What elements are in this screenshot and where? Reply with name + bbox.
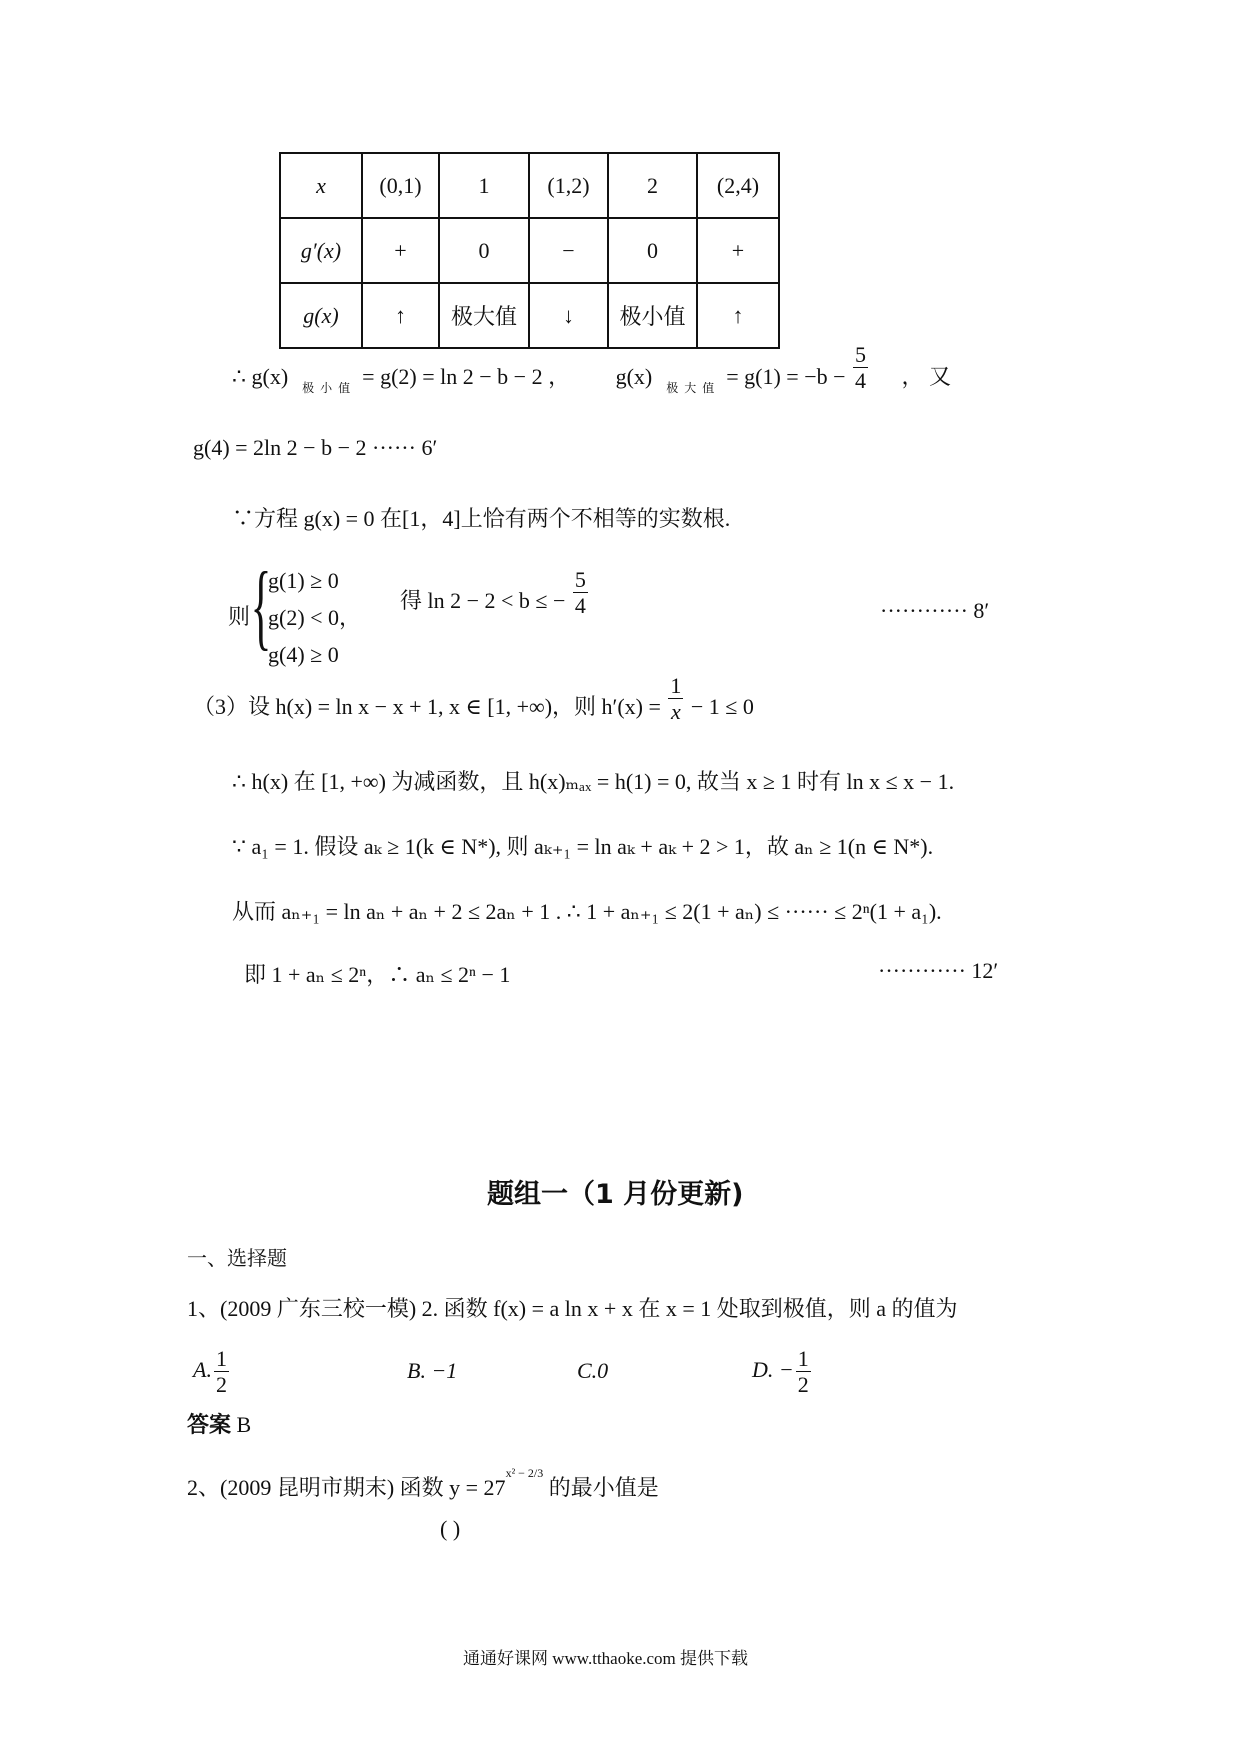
question-1-options <box>193 1346 231 1398</box>
fraction-denominator: 2 <box>797 1372 809 1398</box>
condition-item: g(2) < 0， <box>268 605 362 630</box>
subscript-label: 极大值 <box>666 381 721 395</box>
table-row <box>280 283 779 348</box>
question-1-text: 1、(2009 广东三校一模) 2. 函数 f(x) = a ln x + x 在 x = 1 处取到极值，则 a 的值为 <box>187 1296 958 1321</box>
condition-item: g(1) ≥ 0 <box>268 568 339 593</box>
subscript-label: 极小值 <box>302 381 357 395</box>
table-cell: (2,4) <box>697 153 779 218</box>
score-mark-12: ············ 12′ <box>878 958 999 983</box>
eq-text: （3）设 h(x) = ln x − x + 1, x ∈ [1, +∞)，则 h′(x) = <box>193 694 661 719</box>
statement-line-3: ∵方程 g(x) = 0 在[1，4]上恰有两个不相等的实数根. <box>232 506 731 531</box>
table-cell: (1,2) <box>529 153 608 218</box>
fraction-numerator: 1 <box>215 1346 227 1371</box>
fraction-numerator: 1 <box>797 1346 809 1371</box>
section-subtitle: 一、选择题 <box>187 1248 287 1270</box>
eq-text: − 1 ≤ 0 <box>690 694 754 719</box>
question-2-text <box>187 1466 659 1502</box>
table-cell: (0,1) <box>362 153 439 218</box>
eq-text: ， 又 <box>901 364 952 389</box>
fraction <box>796 1346 811 1398</box>
table-cell: ↑ <box>362 283 439 348</box>
eq-text: 2、(2009 昆明市期末) 函数 y = 27 <box>187 1475 506 1500</box>
equation-line-8: 从而 aₙ₊₁ = ln aₙ + aₙ + 2 ≤ 2aₙ + 1 . ∴ 1 + aₙ₊₁ ≤ 2(1 + aₙ) ≤ ······ ≤ 2ⁿ(1 + a₁). <box>232 899 942 924</box>
table-cell: 极小值 <box>608 283 697 348</box>
section-title: 题组一（1 月份更新) <box>487 1179 744 1210</box>
fraction-denominator: x <box>671 699 681 725</box>
eq-text: 得 ln 2 − 2 < b ≤ − <box>400 588 566 613</box>
table-cell: g′(x) <box>280 218 362 283</box>
eq-text: = g(2) = ln 2 − b − 2 ， <box>362 364 571 389</box>
eq-text: 则 <box>228 604 251 629</box>
table-cell: x <box>280 153 362 218</box>
table-cell: 0 <box>608 218 697 283</box>
option-d-label: D. − <box>752 1356 794 1382</box>
table-row <box>280 218 779 283</box>
answer-label: 答案 <box>187 1413 232 1438</box>
variation-table <box>279 152 780 349</box>
fraction-numerator: 1 <box>670 673 682 699</box>
equation-line-1 <box>232 342 952 396</box>
fraction-numerator: 5 <box>574 567 586 593</box>
table-cell: g(x) <box>280 283 362 348</box>
option-c: C.0 <box>577 1358 609 1383</box>
fraction-denominator: 4 <box>855 368 867 394</box>
option-a-label: A. <box>193 1356 212 1382</box>
option-b: B. −1 <box>407 1358 458 1383</box>
fraction-numerator: 5 <box>855 342 867 368</box>
answer-line <box>187 1408 251 1439</box>
table-cell: + <box>697 218 779 283</box>
brace-symbol: { <box>250 552 272 659</box>
table-cell: 1 <box>439 153 529 218</box>
equation-line-9: 即 1 + aₙ ≤ 2ⁿ，∴ aₙ ≤ 2ⁿ − 1 <box>244 962 511 987</box>
fraction-denominator: 2 <box>215 1372 227 1398</box>
fraction <box>668 673 683 725</box>
eq-text: 的最小值是 <box>548 1475 659 1500</box>
score-mark-8: ············ 8′ <box>880 598 990 623</box>
table-row <box>280 153 779 218</box>
fraction <box>573 567 588 619</box>
answer-blank: ( ) <box>440 1516 461 1541</box>
equation-line-7: ∵ a₁ = 1. 假设 aₖ ≥ 1(k ∈ N*), 则 aₖ₊₁ = ln aₖ + aₖ + 2 > 1，故 aₙ ≥ 1(n ∈ N*). <box>232 834 934 859</box>
eq-text: ∴ g(x) <box>232 364 289 389</box>
fraction <box>214 1346 229 1398</box>
answer-value: B <box>236 1412 252 1437</box>
fraction <box>853 342 868 394</box>
equation-line-2: g(4) = 2ln 2 − b − 2 ······ 6′ <box>193 435 438 460</box>
table-cell: 2 <box>608 153 697 218</box>
table-cell: ↑ <box>697 283 779 348</box>
result-expression <box>400 567 590 619</box>
equation-line-5 <box>193 673 754 725</box>
option-d <box>752 1346 813 1398</box>
eq-text: g(x) <box>615 364 653 389</box>
page-footer: 通通好课网 www.tthaoke.com 提供下载 <box>463 1649 749 1668</box>
equation-line-6: ∴ h(x) 在 [1, +∞) 为减函数，且 h(x)ₘₐₓ = h(1) = 0, 故当 x ≥ 1 时有 ln x ≤ x − 1. <box>232 769 955 794</box>
table-cell: 极大值 <box>439 283 529 348</box>
table-cell: + <box>362 218 439 283</box>
fraction-denominator: 4 <box>574 593 586 619</box>
table-cell: 0 <box>439 218 529 283</box>
eq-text: = g(1) = −b − <box>726 364 846 389</box>
condition-list <box>268 562 361 673</box>
table-cell: − <box>529 218 608 283</box>
exponent: x² − 2/3 <box>505 1466 544 1480</box>
condition-item: g(4) ≥ 0 <box>268 642 339 667</box>
table-cell: ↓ <box>529 283 608 348</box>
